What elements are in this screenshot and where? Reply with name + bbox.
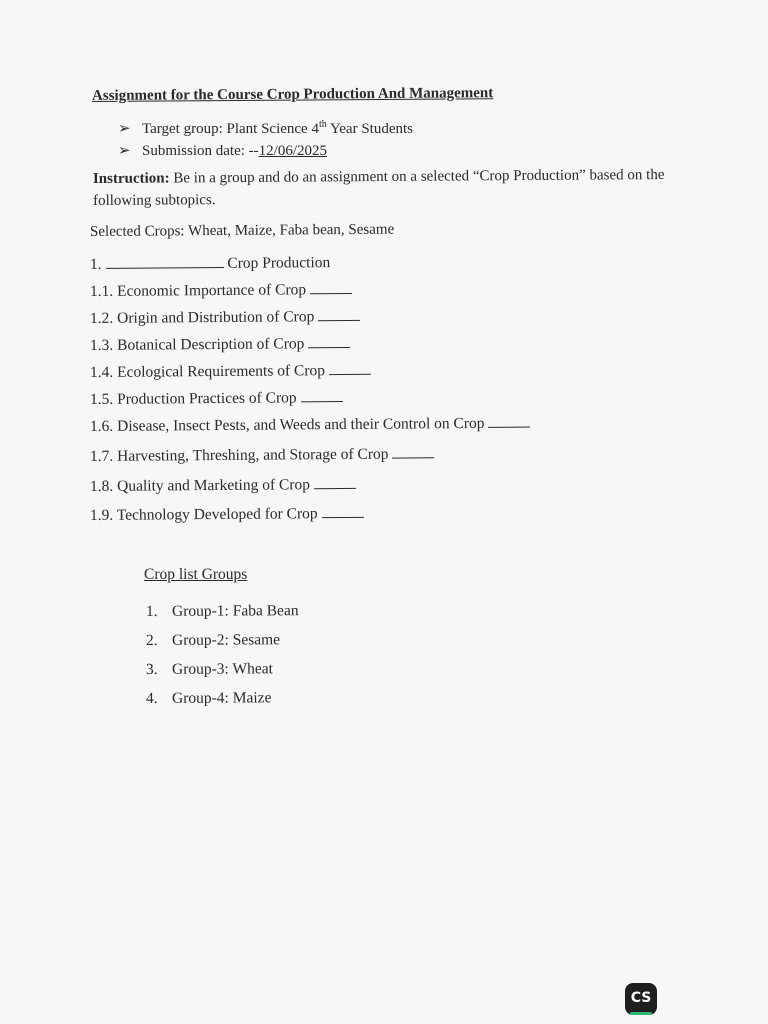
item-number: 1.9.	[89, 506, 114, 524]
group-text: Group-3: Wheat	[171, 660, 273, 678]
item-text: Harvesting, Threshing, and Storage of Crop	[117, 445, 389, 465]
target-group-superscript: th	[318, 119, 327, 130]
selected-crops-line: Selected Crops: Wheat, Maize, Faba bean, Sesame	[89, 221, 395, 240]
item-text: Ecological Requirements of Crop	[117, 362, 326, 381]
instruction-label: Instruction:	[92, 170, 170, 188]
target-group-text: Target group: Plant Science 4	[142, 121, 319, 137]
list-item	[90, 476, 356, 496]
fill-in-blank	[308, 335, 350, 348]
item-number: 1.5.	[89, 390, 114, 408]
fill-in-blank	[392, 445, 434, 458]
fill-in-blank	[329, 362, 371, 375]
item-number: 1.6.	[89, 417, 114, 435]
list-item	[90, 308, 360, 328]
list-item	[90, 254, 330, 274]
group-text: Group-2: Sesame	[171, 631, 281, 649]
fill-in-blank	[314, 476, 356, 489]
submission-date-value: 12/06/2025	[258, 143, 328, 159]
list-item	[90, 335, 350, 355]
item-text: Economic Importance of Crop	[117, 281, 307, 300]
crop-list-groups-heading: Crop list Groups	[144, 566, 248, 583]
item-text: Disease, Insect Pests, and Weeds and their Control on Crop	[117, 414, 485, 435]
item-text: Technology Developed for Crop	[116, 505, 318, 524]
arrow-bullet-icon: ➢	[118, 121, 131, 137]
submission-date-line	[118, 141, 327, 160]
list-item	[90, 445, 434, 466]
fill-in-blank	[310, 281, 352, 294]
arrow-bullet-icon: ➢	[118, 143, 131, 159]
item-number: 1.3.	[89, 336, 114, 354]
group-item	[146, 631, 280, 650]
list-item	[90, 281, 352, 301]
list-item	[90, 415, 531, 436]
group-number: 1.	[145, 602, 158, 620]
fill-in-blank	[488, 415, 530, 428]
fill-in-blank	[321, 505, 363, 518]
group-item	[146, 660, 273, 679]
submission-date-label: Submission date: --	[142, 143, 259, 159]
instruction-paragraph	[93, 164, 703, 212]
group-text: Group-4: Maize	[171, 689, 272, 707]
item-number: 1.8.	[89, 477, 114, 495]
group-text: Group-1: Faba Bean	[171, 602, 299, 620]
instruction-text: Be in a group and do an assignment on a selected “Crop Production” based on the following subtopics.	[93, 167, 665, 209]
target-group-suffix: Year Students	[326, 121, 414, 137]
fill-in-blank	[105, 255, 223, 269]
fill-in-blank	[300, 389, 342, 402]
group-item	[146, 602, 299, 621]
group-number: 3.	[145, 660, 158, 678]
item-number: 1.	[89, 255, 102, 273]
list-item	[90, 362, 371, 382]
camscanner-logo-icon: CS	[626, 984, 656, 1014]
group-item	[146, 689, 272, 708]
item-number: 1.1.	[89, 282, 114, 300]
item-number: 1.2.	[89, 309, 114, 327]
item-text: Production Practices of Crop	[117, 389, 297, 408]
document-title: Assignment for the Course Crop Production And Management	[91, 85, 494, 104]
item-text: Origin and Distribution of Crop	[117, 308, 315, 327]
item-text: Botanical Description of Crop	[117, 335, 305, 354]
item-text: Crop Production	[227, 254, 331, 272]
group-number: 2.	[145, 631, 158, 649]
fill-in-blank	[318, 308, 360, 321]
item-number: 1.4.	[89, 363, 114, 381]
item-number: 1.7.	[89, 447, 114, 465]
item-text: Quality and Marketing of Crop	[117, 476, 311, 495]
group-number: 4.	[145, 689, 158, 707]
list-item	[90, 505, 364, 525]
list-item	[90, 389, 343, 409]
target-group-line	[118, 119, 413, 138]
